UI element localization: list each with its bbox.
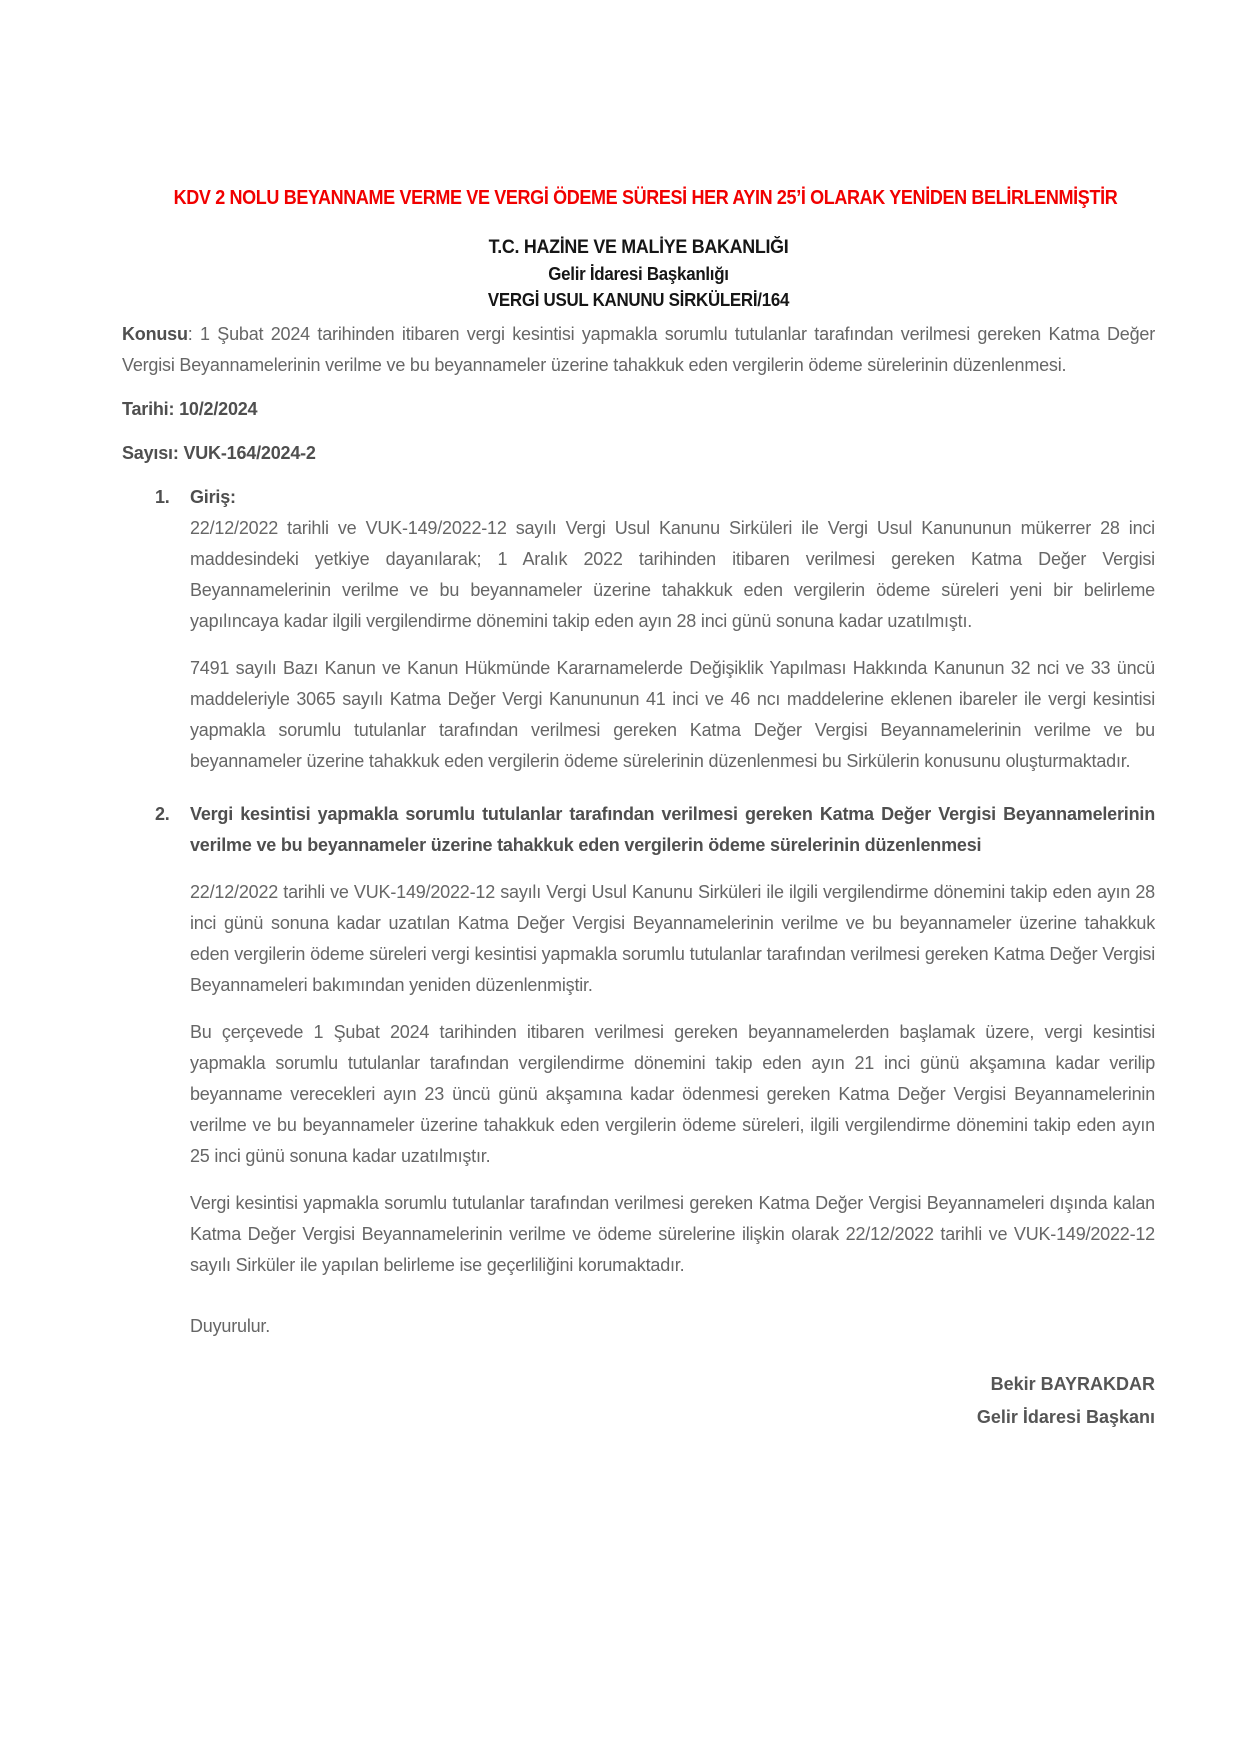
section-1-heading — [122, 482, 1155, 513]
date-line — [122, 394, 1155, 425]
section-2-paragraph-3: Vergi kesintisi yapmakla sorumlu tutulanlar tarafından verilmesi gereken Katma Değer Vergisi Beyannameleri dışında kalan Katma Değer Vergisi Beyannamelerinin verilme ve ödeme sürelerine ilişkin olarak 22/12/2022 tarihli ve VUK-149/2022-12 sayılı Sirküler ile yapılan belirleme ise geçerliliğini korumaktadır. — [190, 1193, 1155, 1275]
signature-title: Gelir İdaresi Başkanı — [976, 1407, 1155, 1427]
section-2-paragraph-2: Bu çerçevede 1 Şubat 2024 tarihinden itibaren verilmesi gereken beyannamelerden başlamak üzere, vergi kesintisi yapmakla sorumlu tutulanlar tarafından vergilendirme dönemini takip eden ayın 21 inci günü akşamına kadar verilip beyanname verecekleri ayın 23 üncü günü akşamına kadar ödenmesi gereken Katma Değer Vergisi Beyannamelerinin verilme ve bu beyannameler üzerine tahakkuk eden vergilerin ödeme süreleri, ilgili vergilendirme dönemini takip eden ayın 25 inci günü sonuna kadar uzatılmıştır. — [190, 1022, 1155, 1166]
section-giris — [122, 482, 1155, 777]
number-value: VUK-164/2024-2 — [183, 443, 316, 463]
date-value: 10/2/2024 — [179, 399, 258, 419]
number-label: Sayısı: — [122, 443, 179, 463]
circular-title: VERGİ USUL KANUNU SİRKÜLERİ/164 — [487, 290, 790, 310]
closing-line: Duyurulur. — [190, 1316, 271, 1336]
ministry-title: T.C. HAZİNE VE MALİYE BAKANLIĞI — [488, 237, 789, 258]
section-1-paragraph-1: 22/12/2022 tarihli ve VUK-149/2022-12 sayılı Vergi Usul Kanunu Sirküleri ile Vergi Usul Kanununun mükerrer 28 inci maddesindeki yetkiye dayanılarak; 1 Aralık 2022 tarihinden itibaren verilmesi gereken Katma Değer Vergisi Beyannamelerinin verilme ve bu beyannameler üzerine tahakkuk eden vergilerin ödeme süreleri yeni bir belirleme yapılıncaya kadar ilgili vergilendirme dönemini takip eden ayın 28 inci günü sonuna kadar uzatılmıştı. — [190, 518, 1155, 631]
section-2-heading — [122, 799, 1155, 861]
section-duzenleme — [122, 799, 1155, 1281]
subject-label: Konusu — [122, 324, 188, 344]
sections — [122, 482, 1155, 1281]
number-line — [122, 438, 1155, 469]
subject-paragraph — [122, 319, 1155, 381]
administration-title: Gelir İdaresi Başkanlığı — [548, 264, 729, 284]
letterhead — [122, 234, 1155, 313]
section-2-paragraph-1: 22/12/2022 tarihli ve VUK-149/2022-12 sayılı Vergi Usul Kanunu Sirküleri ile ilgili vergilendirme dönemini takip eden ayın 28 inci günü sonuna kadar uzatılan Katma Değer Vergisi Beyannamelerinin verilme ve bu beyannameler üzerine tahakkuk eden vergilerin ödeme süreleri vergi kesintisi yapmakla sorumlu tutulanlar tarafından verilmesi gereken Katma Değer Vergisi Beyannameleri bakımından yeniden düzenlenmiştir. — [190, 882, 1155, 995]
signature-block — [122, 1368, 1155, 1434]
signature-name: Bekir BAYRAKDAR — [990, 1374, 1155, 1394]
section-1-heading-text: Giriş: — [190, 487, 236, 507]
section-2-heading-text: Vergi kesintisi yapmakla sorumlu tutulanlar tarafından verilmesi gereken Katma Değer Vergisi Beyannamelerinin verilme ve bu beyannameler üzerine tahakkuk eden vergilerin ödeme sürelerinin düzenlenmesi — [190, 804, 1155, 855]
section-1-paragraph-2: 7491 sayılı Bazı Kanun ve Kanun Hükmünde Kararnamelerde Değişiklik Yapılması Hakkında Kanunun 32 nci ve 33 üncü maddeleriyle 3065 sayılı Katma Değer Vergi Kanununun 41 inci ve 46 ncı maddelerine eklenen ibareler ile vergi kesintisi yapmakla sorumlu tutulanlar tarafından verilmesi gereken Katma Değer Vergisi Beyannamelerinin verilme ve bu beyannameler üzerine tahakkuk eden vergilerin ödeme sürelerinin düzenlenmesi bu Sirkülerin konusunu oluşturmaktadır. — [190, 658, 1155, 771]
subject-text: : 1 Şubat 2024 tarihinden itibaren vergi kesintisi yapmakla sorumlu tutulanlar tarafından verilmesi gereken Katma Değer Vergisi Beyannamelerinin verilme ve bu beyannameler üzerine tahakkuk eden vergilerin ödeme sürelerinin düzenlenmesi. — [122, 324, 1155, 375]
document-banner-title: KDV 2 NOLU BEYANNAME VERME VE VERGİ ÖDEME SÜRESİ HER AYIN 25’İ OLARAK YENİDEN BELİRLENMİŞTİR — [173, 187, 1118, 209]
date-label: Tarihi: — [122, 399, 175, 419]
section-1-number: 1. — [155, 487, 170, 507]
section-2-number: 2. — [155, 804, 170, 824]
